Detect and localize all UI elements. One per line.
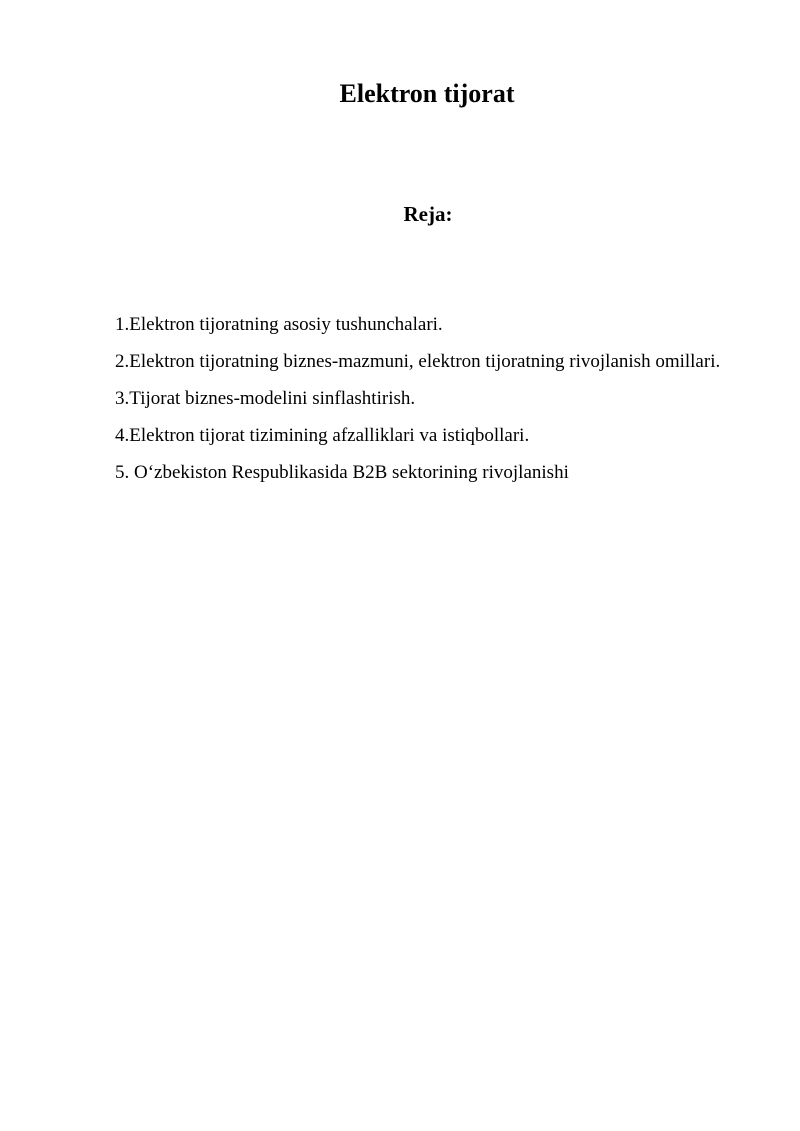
plan-item: 2.Elektron tijoratning biznes-mazmuni, elektron tijoratning rivojlanish omillari. — [115, 351, 721, 372]
plan-item: 1.Elektron tijoratning asosiy tushunchalari. — [115, 314, 443, 335]
plan-item: 3.Tijorat biznes-modelini sinflashtirish. — [115, 388, 416, 409]
plan-heading: Reja: — [403, 202, 453, 226]
plan-item: 5. O‘zbekiston Respublikasida B2B sektorining rivojlanishi — [115, 462, 569, 483]
plan-item: 4.Elektron tijorat tizimining afzalliklari va istiqbollari. — [115, 425, 530, 446]
plan-list — [115, 306, 735, 491]
document-title: Elektron tijorat — [339, 79, 515, 108]
